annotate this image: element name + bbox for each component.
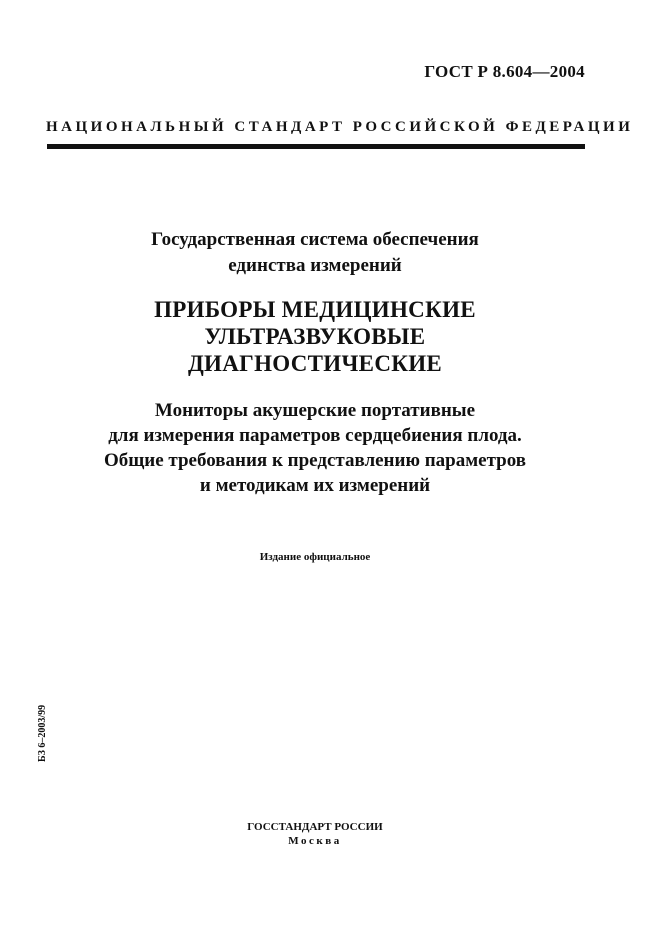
system-title-line-1: Государственная система обеспечения [151, 229, 479, 250]
standard-type-heading: НАЦИОНАЛЬНЫЙ СТАНДАРТ РОССИЙСКОЙ ФЕДЕРАЦИИ [46, 119, 634, 135]
publisher-city: Москва [288, 835, 342, 847]
subtitle-line-1: Мониторы акушерские портативные [154, 400, 476, 421]
document-code: ГОСТ Р 8.604—2004 [424, 62, 585, 81]
subtitle-line-3: Общие требования к представлению параметров [103, 450, 527, 471]
header-divider [47, 144, 585, 149]
main-title-line-3: ДИАГНОСТИЧЕСКИЕ [187, 351, 443, 376]
subtitle-line-2: для измерения параметров сердцебиения плода. [108, 425, 522, 446]
publisher-block [0, 820, 630, 848]
main-title [0, 296, 630, 377]
system-title [0, 227, 630, 279]
subtitle [0, 398, 630, 498]
edition-label: Издание официальное [259, 551, 371, 563]
main-title-line-2: УЛЬТРАЗВУКОВЫЕ [204, 324, 426, 349]
publisher-name: ГОССТАНДАРТ РОССИИ [247, 821, 383, 833]
system-title-line-2: единства измерений [228, 255, 402, 276]
main-title-line-1: ПРИБОРЫ МЕДИЦИНСКИЕ [154, 297, 476, 322]
subtitle-line-4: и методикам их измерений [199, 475, 431, 496]
side-code: БЗ 6–2003/99 [37, 704, 48, 762]
